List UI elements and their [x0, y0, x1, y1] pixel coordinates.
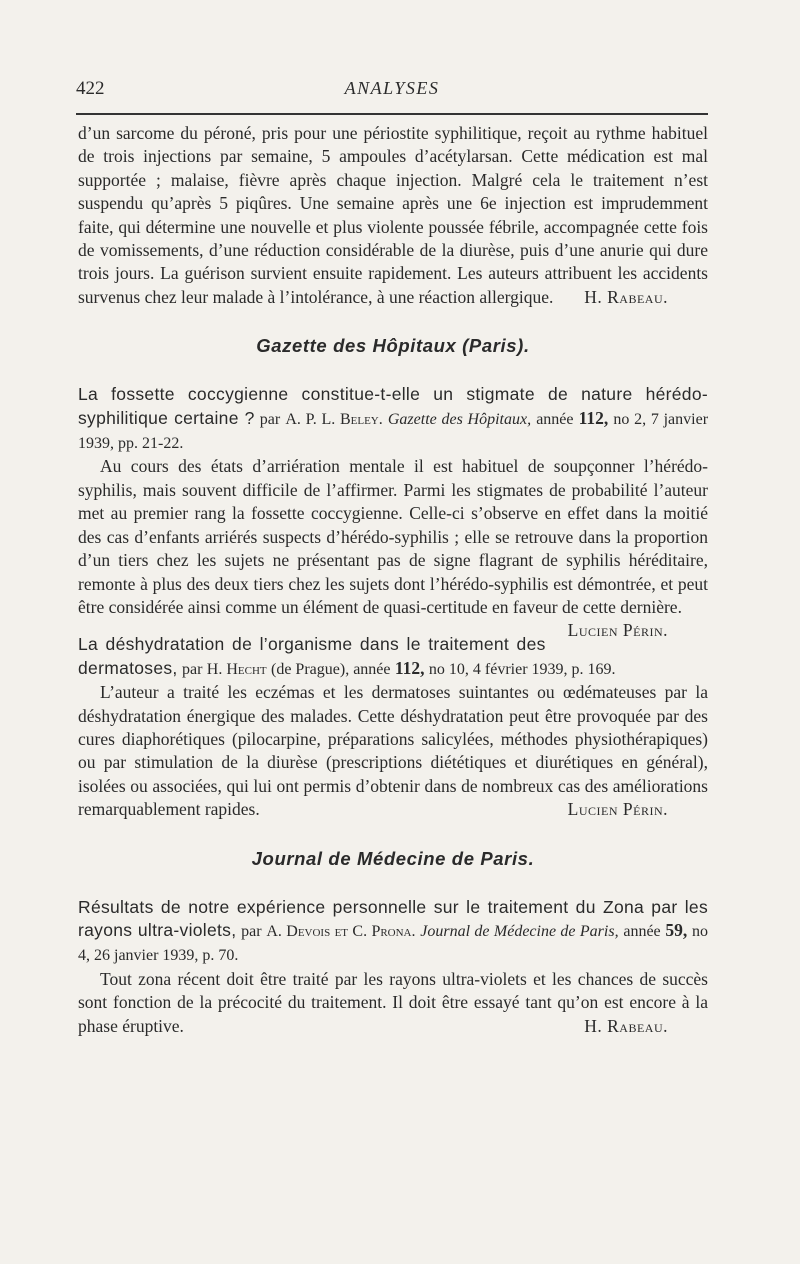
- journal-title-journal-medecine: Journal de Médecine de Paris.: [251, 847, 535, 869]
- article-authors-2: H. Hecht: [206, 660, 267, 678]
- article-signature-2: Lucien Périn.: [567, 799, 668, 820]
- article-authors-3: A. Devois et C. Prona.: [266, 922, 416, 940]
- running-head: [76, 78, 708, 104]
- continuation-text: d’un sarcome du péroné, pris pour une périostite syphilitique, reçoit au rythme habituel de trois injections par semaine, 5 ampoules d’acétylarsan. Cette médication est mal supportée ; malaise, fièvre après chaque injection. Malgré cela le traitement n’est suspendu qu’après 5 piqûres. Une semaine après une 6e injection est imprudemment faite, qui détermine une nouvelle et plus violente poussée fébrile, accompagnée cette fois de vomissements, d’une réduction considérable de la diurèse, puis d’une anurie qui dure trois jours. La guérison survient ensuite rapidement. Les auteurs attribuent les accidents survenus chez leur malade à l’intolérance, à une réaction allergique.: [78, 123, 708, 307]
- article-by-1: par: [259, 410, 281, 428]
- article-title-2: La déshydratation de l’organisme dans le traitement des dermatoses,: [78, 634, 546, 678]
- continuation-paragraph: [78, 122, 708, 309]
- article-by-3: par: [241, 922, 262, 940]
- article-heading-3: [78, 896, 708, 968]
- article-year-label-3: année: [623, 922, 661, 940]
- article-body-paragraph-2: [78, 681, 708, 821]
- article-heading-1: [78, 383, 708, 455]
- article-body-3: Tout zona récent doit être traité par les rayons ultra-violets et les chances de succès sont fonction de la précocité du traitement. Il doit être essayé tant qu’on est encore à la phase éruptive.: [78, 968, 708, 1036]
- article-title-1: La fossette coccygienne constitue-t-elle un stigmate de nature hérédo-syphilitique certaine ?: [78, 384, 708, 428]
- article-authors-1: A. P. L. Beley.: [285, 410, 383, 428]
- article-journal-ref-3: Journal de Médecine de Paris,: [420, 922, 619, 940]
- article-place-2: (de Prague), année: [271, 660, 391, 678]
- article-title-3: Résultats de notre expérience personnelle sur le traitement du Zona par les rayons ultra-violets,: [78, 896, 708, 940]
- article-volume-1: 112,: [578, 407, 609, 428]
- running-title: ANALYSES: [344, 78, 440, 98]
- journal-title-gazette: Gazette des Hôpitaux (Paris).: [256, 335, 530, 357]
- page-number: 422: [76, 78, 105, 99]
- article-details-1: no 2, 7 janvier 1939, pp. 21-22.: [78, 410, 709, 453]
- continuation-signature: H. Rabeau.: [584, 286, 668, 307]
- article-by-2: par: [181, 660, 203, 678]
- article-details-3: no 4, 26 janvier 1939, p. 70.: [78, 922, 709, 965]
- article-signature-3: H. Rabeau.: [584, 1015, 668, 1036]
- article-volume-3: 59,: [665, 919, 688, 940]
- header-rule: [76, 113, 708, 115]
- article-body-paragraph-3: [78, 968, 708, 1038]
- article-body-paragraph-1: [78, 455, 708, 641]
- article-body-1: Au cours des états d’arriération mentale il est habituel de soupçonner l’hérédo-syphilis, mais souvent difficile de l’affirmer. Parmi les stigmates de probabilité l’auteur met au premier rang la fossette coccygienne. Celle-ci s’observe en effet dans la moitié des cas d’enfants arriérés suspects d’hérédo-syphilis ; elle se retrouve dans la proportion d’un tiers chez les sujets ne présentant pas de signe flagrant de syphilis héréditaire, remonte à plus des deux tiers chez les sujets dont l’hérédo-syphilis est démontrée, et peut être considérée ainsi comme un élément de quasi-certitude en faveur de cette dernière.: [78, 456, 708, 617]
- article-volume-2: 112,: [394, 657, 425, 678]
- page-content: [78, 122, 708, 1038]
- article-details-2: no 10, 4 février 1939, p. 169.: [428, 660, 616, 678]
- article-signature-1: Lucien Périn.: [567, 620, 668, 641]
- article-journal-ref-1: Gazette des Hôpitaux,: [387, 410, 532, 428]
- article-body-2: L’auteur a traité les eczémas et les dermatoses suintantes ou œdémateuses par la déshydratation énergique des malades. Cette déshydratation peut être provoquée par des cures diaphorétiques (pilocarpine, préparations salicylées, méthodes physiothérapiques) ou par stimulation de la diurèse (prescriptions diététiques et diurétiques en général), isolées ou associées, qui lui ont permis d’obtenir dans de nombreux cas des améliorations remarquablement rapides.: [78, 682, 708, 820]
- article-year-label-1: année: [536, 410, 574, 428]
